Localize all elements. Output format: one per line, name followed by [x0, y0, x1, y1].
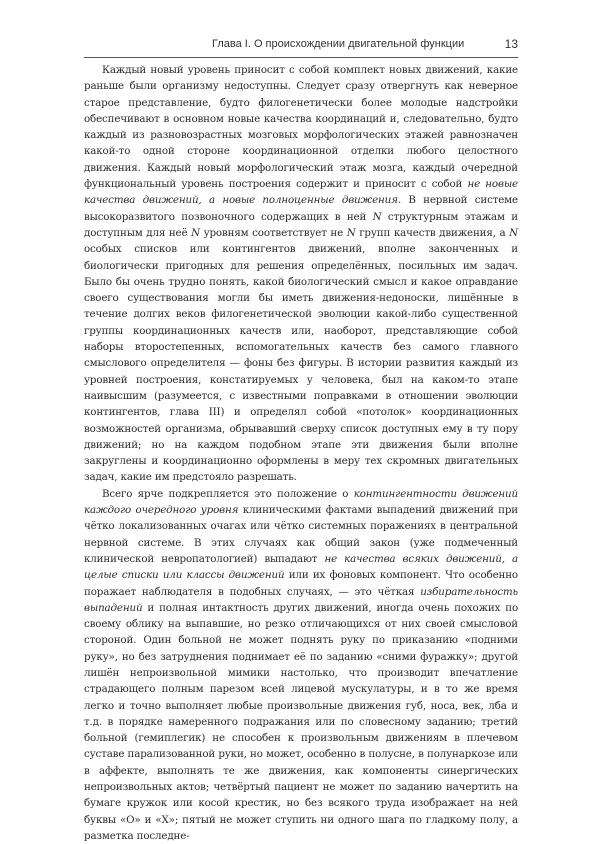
- text-run: или их фоновых компонент. Что особенно поражает наблюдателя в подобных случаях, — это чёткая: [84, 569, 518, 598]
- text-run: уровням соответствует не: [199, 226, 347, 239]
- italic-text: контингентности движений каждого очередного уровня: [84, 487, 519, 517]
- italic-text: N: [346, 226, 356, 239]
- text-run: структурным этажам и доступным для неё: [84, 210, 519, 239]
- italic-text: не качества всяких движений, а целые списки или классы движений: [84, 552, 518, 582]
- text-run: клиническими фактами выпадений движений при чётко локализованных очагах или чётко системных поражениях в центральной нервной системе. В этих случаях как общий закон (уже подмеченный клинической невропатологией) выпадают: [84, 504, 518, 565]
- text-run: особых списков или контингентов движений, вполне законченных и биологически пригодных для решения определённых, посильных им задач. Было бы очень трудно понять, какой биологический смысл и какое оправдание своего существования могли бы иметь движения-недоноски, лишённые в течение долгих веков филогенетической эволюции какой-либо существенной группы координационных качеств или, наоборот, представляющие собой наборы второстепенных, вспомогательных качеств без самого главного смыслового определителя — фоны без фигуры. В истории развития каждый из уровней построения, констатируемых у человека, был на каком-то этапе наивысшим (разумеется, с известными поправками в отношении эволюции контингентов, глава III) и определял собой «потолок» координационных возможностей организма, обрывавший сверху список доступных ему в ту пору движений; но на каждом подобном этапе эти движения были вполне закруглены и координационно оформлены в меру тех скромных двигательных задач, какие им предстояло разрешать.: [84, 243, 518, 484]
- text-run: Каждый новый уровень приносит с собой комплект новых движений, какие раньше были организму недоступны. Следует сразу отвергнуть как неверное старое представление, будто филогенетически более молодые надстройки обеспечивают в основном новые качества координаций и, следовательно, будто каждый из разновозрастных мозговых морфологических этажей равнозначен какой-то одной стороне координационной отделки любого целостного движения. Каждый новый морфологический этаж мозга, каждый очередной функциональный уровень построения содержит и приносит с собой: [84, 64, 518, 191]
- italic-text: избирательность выпадений: [84, 585, 518, 614]
- running-header: [84, 38, 518, 56]
- text-run: групп качеств движения, а: [355, 226, 510, 239]
- paragraph-1: [84, 62, 518, 486]
- italic-text: не новые качества движений, а новые полноценные движения: [84, 178, 518, 207]
- italic-text: N: [509, 226, 518, 239]
- header-rule: [84, 57, 518, 58]
- text-run: . В нервной системе высокоразвитого позвоночного содержащих в ней: [84, 194, 518, 223]
- text-run: Всего ярче подкрепляется это положение о: [102, 487, 354, 500]
- italic-text: N: [372, 210, 382, 223]
- chapter-title: Глава I. О происхождении двигательной функции: [212, 38, 465, 50]
- page-number: 13: [504, 37, 518, 51]
- italic-text: N: [191, 226, 200, 239]
- body-text: [84, 62, 518, 844]
- text-run: и полная интактность других движений, иногда очень похожих по своему облику на выпавшие, но резко отличающихся от них своей смысловой стороной. Один больной не может поднять руку по приказанию «подними руку», но без затруднения поднимает её по заданию «сними фуражку»; другой лишён непроизвольной мимики настолько, что производит впечатление страдающего полным парезом всей лицевой мускулатуры, и в то же время легко и точно выполняет любые произвольные движения губ, носа, век, лба и т.д. в порядке намеренного подражания или по словесному заданию; третий больной (гемиплегик) не способен к произвольным движениям в плечевом суставе парализованной руки, но может, особенно в полусне, в полунаркозе или в аффекте, выполнять те же движения, как компоненты синергических непроизвольных актов; четвёртый пациент не может по заданию начертить на бумаге кружок или косой крестик, но без всякого труда изображает на ней буквы «О» и «Х»; пятый не может ступить ни одного шага по гладкому полу, а разметка последне-: [84, 601, 518, 842]
- paragraph-2: [84, 486, 518, 844]
